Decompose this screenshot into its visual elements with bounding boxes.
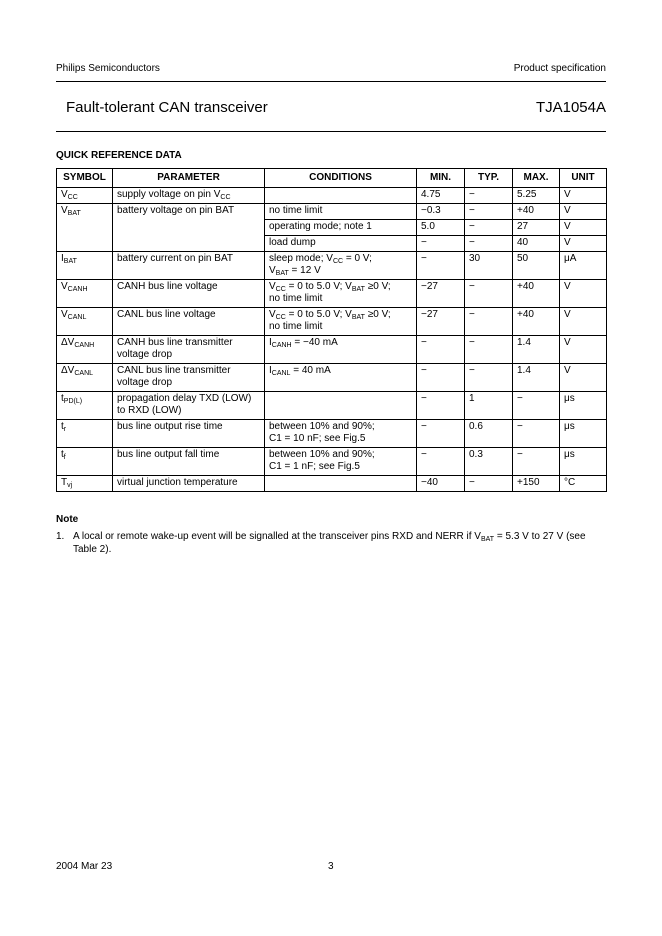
quick-reference-table [56,168,607,492]
col-header-unit: UNIT [560,169,607,188]
min-cell: − [417,236,465,252]
parameter-cell [113,236,265,252]
conditions-cell: sleep mode; $V_{CC} = 0$ V; $V_{BAT} = 12$ V [265,252,417,280]
max-cell: 40 [513,236,560,252]
note-text: A local or remote wake-up event will be signalled at the transceiver pins RXD and NERR if $V_{BAT} = 5.3$ V to 27 V (see Table 2). [73,531,586,555]
unit-cell: V [560,204,607,220]
typ-cell: − [465,236,513,252]
company-name: Philips Semiconductors [56,63,160,74]
document-type: Product specification [513,63,606,74]
document-title: Fault-tolerant CAN transceiver [66,99,268,116]
conditions-cell: $V_{CC} = 0$ to 5.0 V; $V_{BAT} \ge 0$ V; no time limit [265,308,417,336]
symbol-cell [57,220,113,236]
unit-cell: V [560,236,607,252]
conditions-cell: operating mode; note 1 [265,220,417,236]
unit-cell: V [560,220,607,236]
table-row [57,392,607,420]
col-header-parameter: PARAMETER [113,169,265,188]
symbol-cell: $V_{CC}$ [57,188,113,204]
symbol-cell: $V_{BAT}$ [57,204,113,220]
max-cell: 50 [513,252,560,280]
typ-cell: − [465,220,513,236]
table-row [57,188,607,204]
unit-cell: °C [560,476,607,492]
max-cell: − [513,392,560,420]
typ-cell: − [465,476,513,492]
symbol-cell: $V_{CANL}$ [57,308,113,336]
section-title: QUICK REFERENCE DATA [56,150,182,161]
max-cell: 1.4 [513,336,560,364]
conditions-cell: $I_{CANL} = 40$ mA [265,364,417,392]
table-row [57,220,607,236]
conditions-cell: load dump [265,236,417,252]
min-cell: − [417,252,465,280]
min-cell: − [417,336,465,364]
min-cell: 5.0 [417,220,465,236]
conditions-cell: $V_{CC} = 0$ to 5.0 V; $V_{BAT} \ge 0$ V; no time limit [265,280,417,308]
min-cell: − [417,392,465,420]
parameter-cell: bus line output rise time [113,420,265,448]
symbol-cell: $T_{vj}$ [57,476,113,492]
conditions-cell [265,476,417,492]
unit-cell: μs [560,448,607,476]
min-cell: −27 [417,280,465,308]
parameter-cell: battery voltage on pin BAT [113,204,265,220]
table-row [57,280,607,308]
unit-cell: V [560,280,607,308]
typ-cell: − [465,204,513,220]
min-cell: −27 [417,308,465,336]
parameter-cell: propagation delay TXD (LOW) to RXD (LOW) [113,392,265,420]
max-cell: 27 [513,220,560,236]
unit-cell: V [560,364,607,392]
symbol-cell: $\Delta V_{CANL}$ [57,364,113,392]
note-body [56,530,606,556]
parameter-cell: CANH bus line voltage [113,280,265,308]
min-cell: −40 [417,476,465,492]
unit-cell: μA [560,252,607,280]
min-cell: − [417,364,465,392]
symbol-cell: $V_{CANH}$ [57,280,113,308]
parameter-cell: battery current on pin BAT [113,252,265,280]
note-number: 1. [56,531,65,542]
header-rule [56,81,606,82]
conditions-cell [265,392,417,420]
typ-cell: 0.6 [465,420,513,448]
table-row [57,252,607,280]
typ-cell: 30 [465,252,513,280]
unit-cell: μs [560,392,607,420]
conditions-cell: no time limit [265,204,417,220]
max-cell: 5.25 [513,188,560,204]
max-cell: +40 [513,280,560,308]
table-header-row [57,169,607,188]
table-row [57,448,607,476]
table-row [57,476,607,492]
min-cell: − [417,448,465,476]
col-header-conditions: CONDITIONS [265,169,417,188]
typ-cell: − [465,336,513,364]
parameter-cell: CANL bus line transmitter voltage drop [113,364,265,392]
parameter-cell: supply voltage on pin $V_{CC}$ [113,188,265,204]
col-header-min: MIN. [417,169,465,188]
table-row [57,308,607,336]
parameter-cell [113,220,265,236]
max-cell: +150 [513,476,560,492]
parameter-cell: CANH bus line transmitter voltage drop [113,336,265,364]
typ-cell: 0.3 [465,448,513,476]
conditions-cell: between 10% and 90%; C1 = 1 nF; see Fig.5 [265,448,417,476]
max-cell: − [513,420,560,448]
unit-cell: V [560,188,607,204]
max-cell: +40 [513,204,560,220]
max-cell: +40 [513,308,560,336]
typ-cell: − [465,280,513,308]
typ-cell: − [465,308,513,336]
col-header-max: MAX. [513,169,560,188]
parameter-cell: CANL bus line voltage [113,308,265,336]
conditions-cell: between 10% and 90%; C1 = 10 nF; see Fig.5 [265,420,417,448]
unit-cell: μs [560,420,607,448]
footer-date: 2004 Mar 23 [56,861,113,872]
unit-cell: V [560,308,607,336]
page-number: 3 [328,861,334,872]
parameter-cell: bus line output fall time [113,448,265,476]
symbol-cell: $t_{PD(L)}$ [57,392,113,420]
min-cell: −0.3 [417,204,465,220]
max-cell: − [513,448,560,476]
unit-cell: V [560,336,607,364]
symbol-cell: $\Delta V_{CANH}$ [57,336,113,364]
symbol-cell: $t_f$ [57,448,113,476]
max-cell: 1.4 [513,364,560,392]
typ-cell: − [465,188,513,204]
symbol-cell [57,236,113,252]
symbol-cell: $t_r$ [57,420,113,448]
table-row [57,364,607,392]
conditions-cell: $I_{CANH} = -40$ mA [265,336,417,364]
col-header-typ: TYP. [465,169,513,188]
table-row [57,236,607,252]
note-title: Note [56,514,79,525]
conditions-cell [265,188,417,204]
symbol-cell: $I_{BAT}$ [57,252,113,280]
title-rule [56,131,606,132]
table-row [57,204,607,220]
table-row [57,420,607,448]
parameter-cell: virtual junction temperature [113,476,265,492]
part-number: TJA1054A [535,99,606,116]
table-row [57,336,607,364]
min-cell: − [417,420,465,448]
min-cell: 4.75 [417,188,465,204]
typ-cell: − [465,364,513,392]
col-header-symbol: SYMBOL [57,169,113,188]
typ-cell: 1 [465,392,513,420]
